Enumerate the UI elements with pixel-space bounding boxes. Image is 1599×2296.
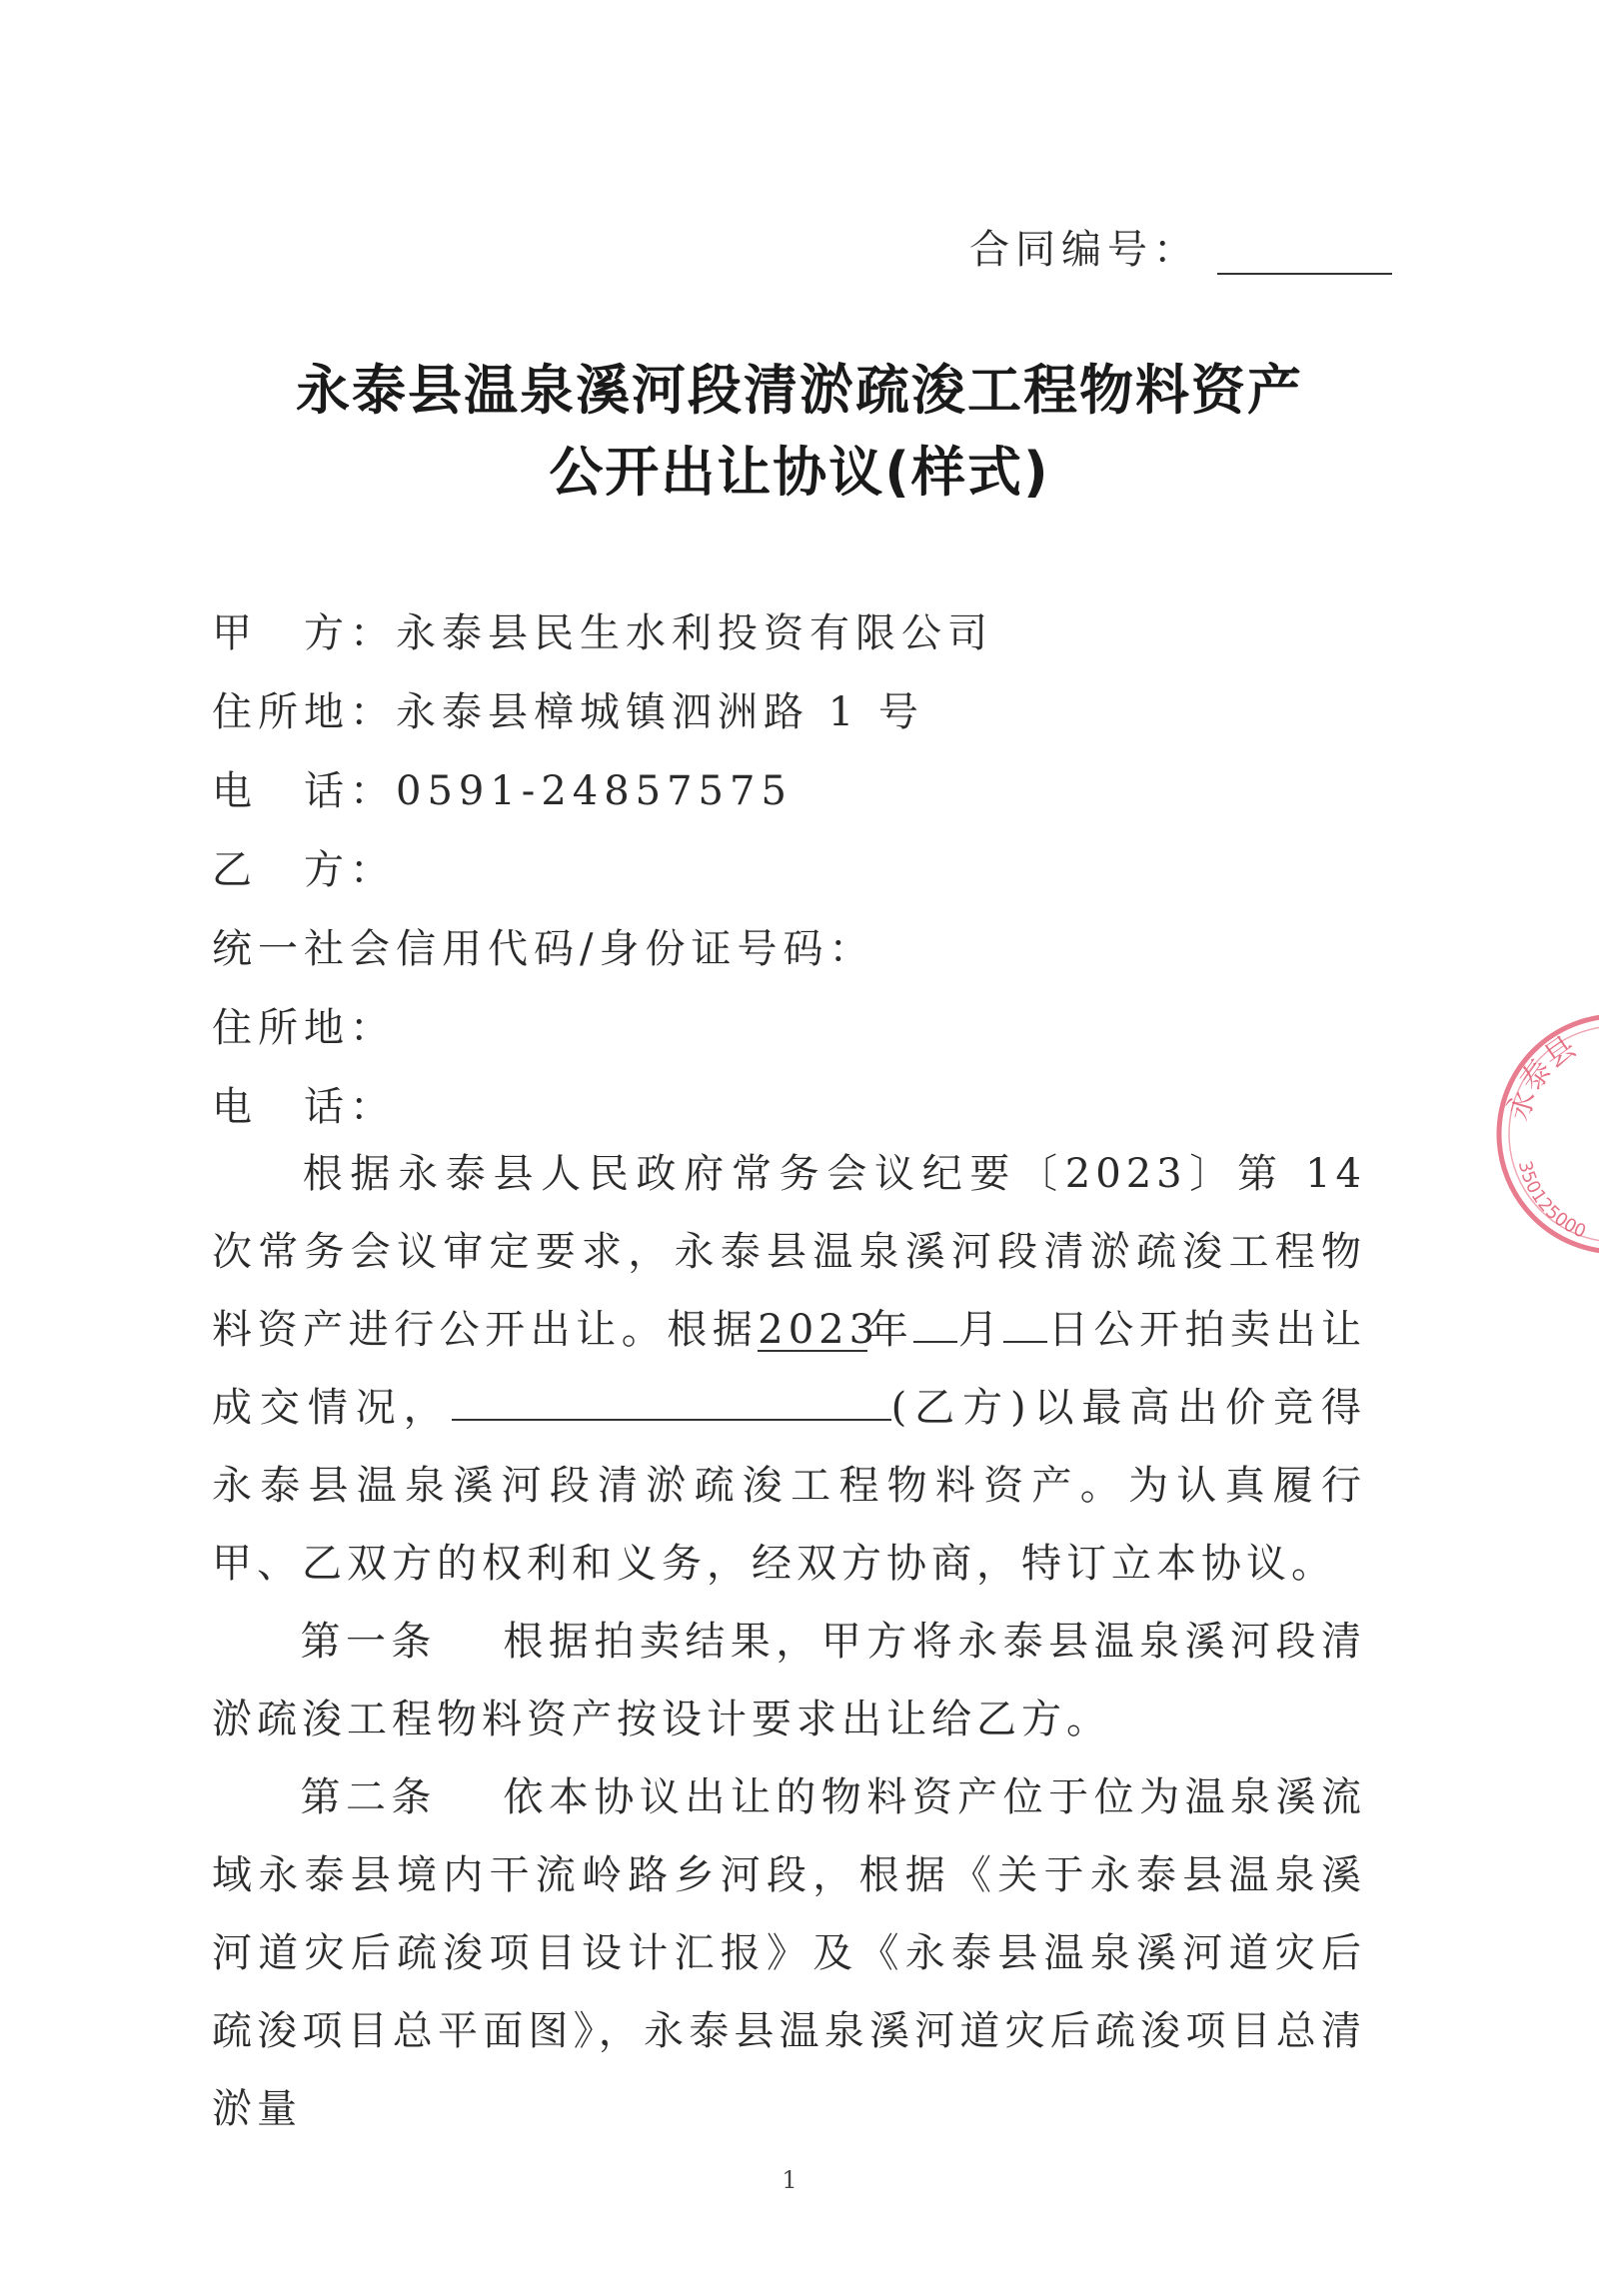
party-a-address	[212, 680, 924, 737]
contract-number-label: 合同编号：	[969, 227, 1199, 273]
article-2-text: 依本协议出让的物料资产位于位为温泉溪流域永泰县境内干流岭路乡河段，根据《关于永泰县温泉溪河道灾后疏浚项目设计汇报》及《永泰县温泉溪河道灾后疏浚项目总平面图》，永泰县温泉溪河道灾后疏浚项目总清淤量	[212, 1774, 1367, 2132]
party-a-phone-label: 电 话：	[212, 768, 396, 814]
auction-day-blank	[1003, 1341, 1047, 1343]
article-2	[212, 1758, 1366, 2148]
party-a-address-value: 永泰县樟城镇泗洲路 1 号	[396, 689, 924, 735]
party-a-label: 甲 方：	[212, 610, 396, 656]
article-1	[212, 1603, 1366, 1758]
party-b-label: 乙 方：	[212, 847, 396, 893]
company-seal	[1487, 1004, 1599, 1264]
contract-number-blank	[1217, 233, 1392, 275]
party-b-credit-code	[212, 917, 874, 974]
seal-text: 永泰县	[1500, 1029, 1583, 1125]
month-suffix: 月	[957, 1307, 1004, 1353]
party-a-phone	[212, 759, 793, 816]
party-b-blank	[452, 1419, 891, 1421]
party-b-phone-label: 电 话：	[212, 1084, 396, 1130]
party-b-address-label: 住所地：	[212, 1005, 396, 1051]
party-b-address	[212, 996, 396, 1053]
document-title	[0, 350, 1599, 514]
year-suffix: 年	[867, 1307, 914, 1353]
party-a-value: 永泰县民生水利投资有限公司	[396, 610, 993, 656]
auction-month-blank	[913, 1341, 957, 1343]
contract-number	[969, 218, 1392, 275]
intro-paragraph	[212, 1135, 1366, 1603]
article-1-text: 根据拍卖结果，甲方将永泰县温泉溪河段清淤疏浚工程物料资产按设计要求出让给乙方。	[212, 1619, 1367, 1742]
intro-text-1: 根据永泰县人民政府常务会议纪要〔2023〕第 14 次常务会议审定要求，永泰县温泉溪河段清淤疏浚工程物料资产进行公开出让。根据	[212, 1151, 1366, 1353]
party-b-phone	[212, 1075, 396, 1132]
article-1-heading: 第一条	[300, 1619, 437, 1665]
party-a-name	[212, 601, 993, 658]
title-line-2: 公开出让协议(样式)	[549, 441, 1050, 504]
auction-year: 2023	[758, 1307, 880, 1353]
party-b-credit-code-label: 统一社会信用代码/身份证号码：	[212, 926, 875, 972]
day-suffix: 日公开拍卖出让成交情况，	[212, 1307, 1367, 1431]
intro-text-2: (乙方)以最高出价竞得永泰县温泉溪河段清淤疏浚工程物料资产。为认真履行甲、乙双方的权利和义务，经双方协商，特订立本协议。	[212, 1385, 1366, 1587]
page-number: 1	[782, 2166, 798, 2194]
party-a-address-label: 住所地：	[212, 689, 396, 735]
title-line-1: 永泰县温泉溪河段清淤疏浚工程物料资产	[296, 359, 1303, 422]
party-a-phone-value: 0591-24857575	[396, 768, 793, 814]
party-b-name	[212, 838, 396, 895]
article-2-heading: 第二条	[300, 1774, 437, 1820]
seal-code: 350125000	[1513, 1158, 1590, 1243]
